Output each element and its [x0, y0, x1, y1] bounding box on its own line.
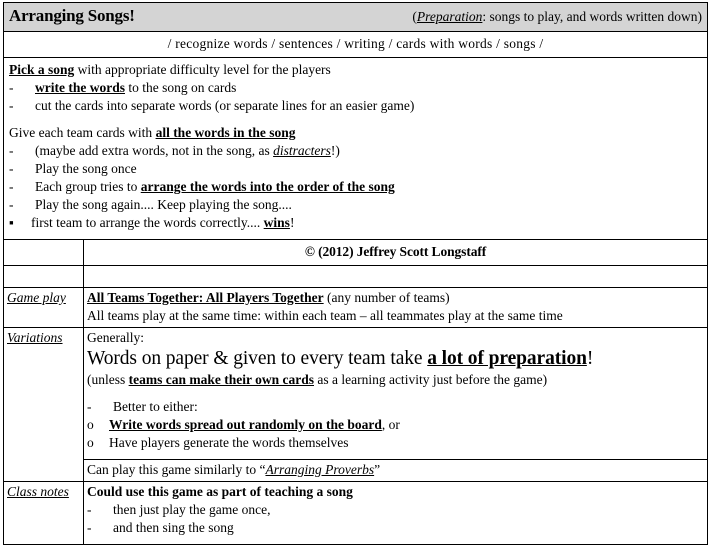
categories-cell: / recognize words / sentences / writing / cards with words / songs /	[4, 31, 708, 57]
pick-a-song-rest: with appropriate difficulty level for the players	[74, 61, 331, 77]
distracters-post: !)	[330, 143, 340, 159]
similar-pre: Can play this game similarly to “	[87, 462, 266, 478]
class-notes-spacer	[87, 537, 704, 542]
game-play-label: Game play	[4, 287, 84, 327]
preparation-open-paren: (	[412, 9, 417, 24]
body-line-9	[9, 214, 702, 232]
body-spacer	[9, 115, 702, 124]
game-play-row	[4, 287, 708, 327]
variations-generally: Generally:	[87, 329, 144, 345]
wins-post: !	[289, 215, 295, 231]
write-the-words-emphasis: write the words	[35, 79, 125, 95]
similar-game-line	[87, 461, 704, 479]
all-teams-together-emphasis: All Teams Together: All Players Together	[87, 289, 324, 305]
have-players-generate-text: Have players generate the words themselves	[109, 434, 349, 450]
sing-the-song-text: and then sing the song	[113, 520, 234, 536]
game-play-line-1	[87, 289, 704, 307]
play-song-once-text: Play the song once	[35, 161, 137, 177]
better-to-either-text: Better to either:	[113, 398, 198, 414]
game-play-line-2: All teams play at the same time: within each team – all teammates play at the same time	[87, 307, 563, 323]
blank-cell-left	[4, 265, 84, 287]
dash-marker: -	[9, 161, 14, 177]
dash-marker: -	[9, 143, 14, 159]
dash-marker: -	[87, 398, 92, 414]
write-words-board-rest: , or	[381, 416, 400, 432]
body-line-3	[9, 97, 702, 115]
variations-option-2	[87, 434, 704, 452]
lot-of-preparation-emphasis: a lot of preparation	[427, 347, 587, 369]
arrange-words-emphasis: arrange the words into the order of the song	[140, 179, 395, 195]
distracters-pre: (maybe add extra words, not in the song, as	[35, 143, 274, 159]
headline-pre: Words on paper & given to every team take	[87, 347, 428, 369]
dash-marker: -	[9, 197, 14, 213]
each-group-pre: Each group tries to	[35, 179, 141, 195]
variations-similar-row	[4, 460, 708, 482]
similar-post: ”	[374, 462, 381, 478]
blank-cell-right	[84, 265, 708, 287]
preparation-note	[412, 8, 702, 26]
lesson-plan-table	[3, 2, 708, 545]
header-row	[4, 3, 708, 32]
header-cell	[4, 3, 708, 32]
variations-option-1	[87, 416, 704, 434]
give-each-team-text: Give each team cards with	[9, 125, 156, 141]
class-notes-line-2	[87, 501, 704, 519]
circle-bullet-icon: o	[87, 416, 94, 432]
blank-row	[4, 265, 708, 287]
game-play-cell	[84, 287, 708, 327]
body-line-7	[9, 178, 702, 196]
cut-the-cards-text: cut the cards into separate words (or separate lines for an easier game)	[35, 98, 415, 113]
class-notes-label: Class notes	[4, 482, 84, 545]
all-teams-together-rest: (any number of teams)	[323, 289, 450, 305]
variations-row	[4, 327, 708, 459]
page-title: Arranging Songs!	[9, 6, 135, 25]
variations-similar-label-cell	[4, 460, 84, 482]
body-line-6	[9, 160, 702, 178]
variations-headline	[87, 347, 704, 371]
write-words-board-emphasis: Write words spread out randomly on the board	[109, 416, 382, 432]
preparation-text: : songs to play, and words written down)	[482, 9, 702, 24]
square-bullet-icon: ▪	[9, 215, 14, 231]
dash-marker: -	[9, 79, 14, 95]
document-page	[0, 2, 712, 553]
arranging-proverbs-title: Arranging Proverbs	[265, 462, 375, 478]
body-line-8	[9, 196, 702, 214]
variations-spacer	[87, 389, 704, 398]
variations-spacer-bottom	[87, 452, 704, 457]
all-the-words-emphasis: all the words in the song	[155, 125, 296, 141]
write-the-words-rest: to the song on cards	[124, 79, 237, 95]
play-song-again-text: Play the song again.... Keep playing the song....	[35, 197, 292, 213]
body-line-4	[9, 124, 702, 142]
class-notes-line-3	[87, 519, 704, 537]
unless-pre: (unless	[87, 371, 129, 387]
body-line-1	[9, 61, 702, 79]
description-row	[4, 57, 708, 239]
body-line-5	[9, 142, 702, 160]
dash-marker: -	[9, 98, 14, 113]
class-notes-line-1: Could use this game as part of teaching a song	[87, 484, 353, 500]
pick-a-song-emphasis: Pick a song	[9, 61, 75, 77]
headline-post: !	[586, 347, 594, 369]
distracters-emphasis: distracters	[273, 143, 331, 159]
copyright-spacer-cell	[4, 239, 84, 265]
body-line-2	[9, 79, 702, 97]
dash-marker: -	[87, 502, 92, 518]
variations-label: Variations	[4, 327, 84, 459]
variations-unless-line	[87, 371, 704, 389]
copyright-cell: © (2012) Jeffrey Scott Longstaff	[84, 239, 708, 265]
unless-post: as a learning activity just before the game)	[313, 371, 548, 387]
variations-better-line	[87, 398, 704, 416]
copyright-row	[4, 239, 708, 265]
preparation-label: Preparation	[416, 9, 483, 24]
variations-cell	[84, 327, 708, 459]
wins-emphasis: wins	[263, 215, 290, 231]
categories-row	[4, 31, 708, 57]
play-game-once-text: then just play the game once,	[113, 502, 271, 518]
first-team-pre: first team to arrange the words correctly....	[31, 215, 264, 231]
description-cell	[4, 57, 708, 239]
class-notes-cell	[84, 482, 708, 545]
dash-marker: -	[87, 520, 92, 536]
variations-similar-cell	[84, 460, 708, 482]
own-cards-emphasis: teams can make their own cards	[128, 371, 314, 387]
circle-bullet-icon: o	[87, 434, 94, 450]
dash-marker: -	[9, 179, 14, 195]
class-notes-row	[4, 482, 708, 545]
